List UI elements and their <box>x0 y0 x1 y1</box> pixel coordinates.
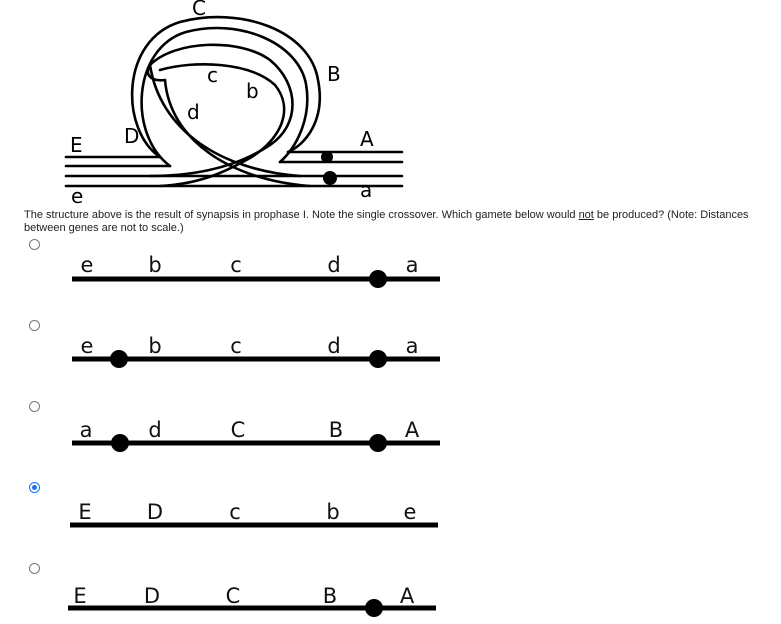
gene-label: a <box>79 418 93 442</box>
question-emphasis: not <box>578 209 594 221</box>
gene-label: A <box>404 418 420 442</box>
gene-label: D <box>146 500 164 524</box>
gene-label: a <box>360 178 373 202</box>
gene-label: E <box>78 500 92 524</box>
gene-label: d <box>148 418 162 442</box>
gene-label: B <box>328 418 344 442</box>
gene-label: B <box>327 62 341 86</box>
gene-label: c <box>229 500 241 524</box>
gene-label: c <box>230 334 242 358</box>
gene-label: B <box>322 584 338 608</box>
gene-label: c <box>230 253 242 277</box>
centromere <box>369 350 387 368</box>
question-text-start: The structure above is the result of synapsis in prophase I. Note the single crossover. Which gamete below would <box>24 209 579 221</box>
gene-label: d <box>187 100 200 124</box>
gene-label: b <box>148 253 162 277</box>
gene-label: b <box>246 79 259 103</box>
gene-label: D <box>143 584 161 608</box>
gene-label: a <box>405 334 419 358</box>
gene-label: e <box>403 500 417 524</box>
gene-label: b <box>148 334 162 358</box>
centromere <box>369 270 387 288</box>
gene-label: b <box>326 500 340 524</box>
gene-label: A <box>399 584 415 608</box>
gene-label: A <box>360 127 374 151</box>
gene-label: c <box>207 63 218 87</box>
gene-label: e <box>71 184 84 208</box>
gene-label: C <box>225 584 241 608</box>
question-text-end: be produced? (Note: Distances between genes are not to scale.) <box>24 209 749 234</box>
centromere <box>111 434 129 452</box>
gene-label: a <box>405 253 419 277</box>
gene-label: e <box>80 334 94 358</box>
gene-label: E <box>70 133 83 157</box>
gene-label: d <box>327 253 341 277</box>
gene-label: C <box>192 0 206 20</box>
centromere <box>369 434 387 452</box>
gene-label: e <box>80 253 94 277</box>
gene-label: D <box>124 124 140 148</box>
centromere <box>365 599 383 617</box>
centromere <box>110 350 128 368</box>
gene-label: C <box>230 418 246 442</box>
gene-label: d <box>327 334 341 358</box>
gene-label: E <box>73 584 87 608</box>
